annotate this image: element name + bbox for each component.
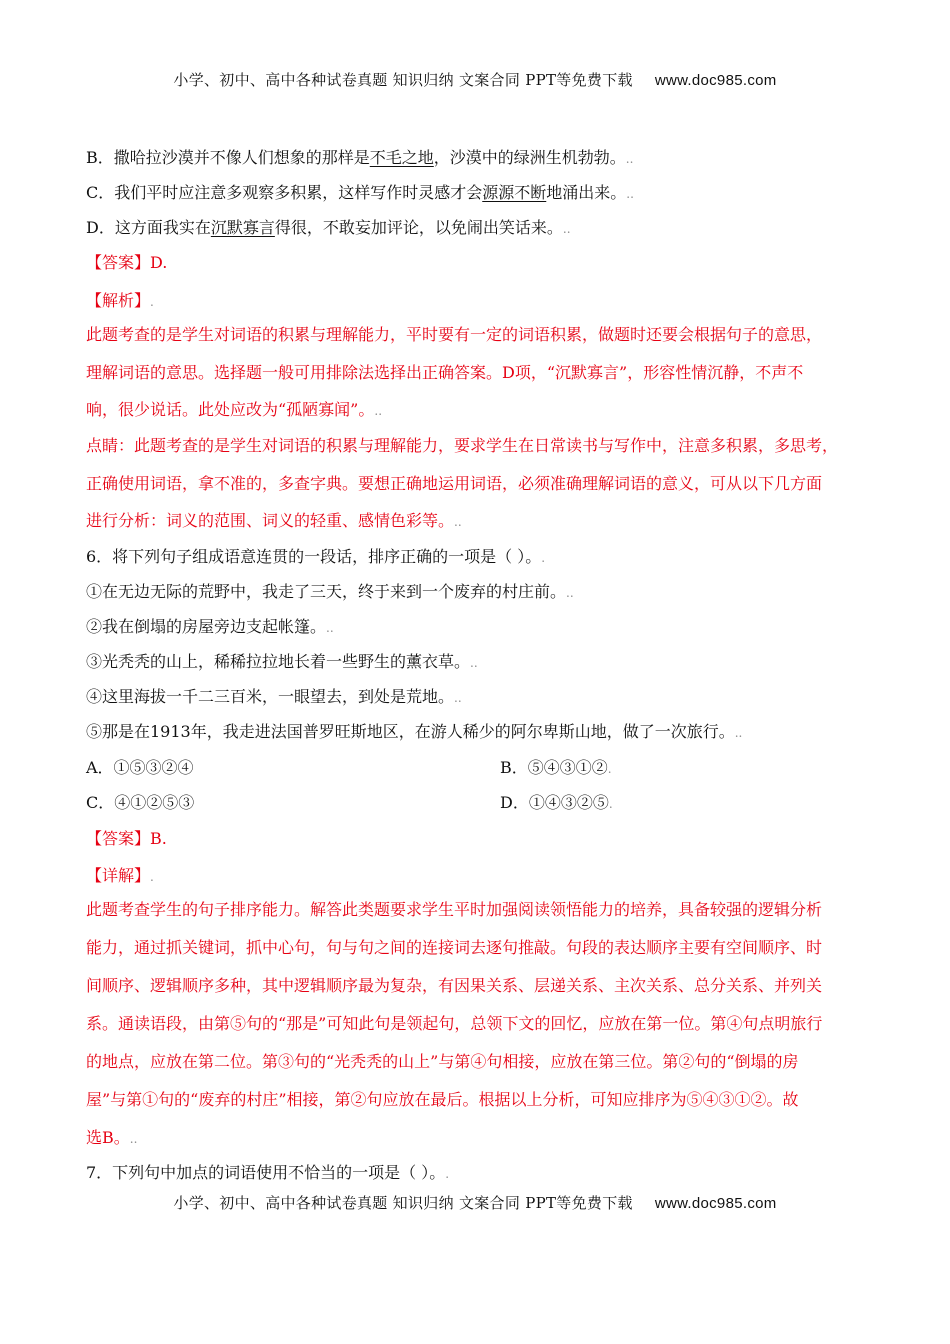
header-url[interactable]: www.doc985.com <box>654 72 777 89</box>
q6-answer: 【答案】B. <box>86 829 167 848</box>
q6-detail-line-7: 选B。.. <box>86 1128 138 1147</box>
q5-option-b: B．撒哈拉沙漠并不像人们想象的那样是不毛之地，沙漠中的绿洲生机勃勃。.. <box>86 148 634 167</box>
header-text: 小学、初中、高中各种试卷真题 知识归纳 文案合同 PPT等免费下载 <box>173 71 633 89</box>
q6-options-row-2 <box>86 793 876 813</box>
underlined-term: 不毛之地 <box>369 148 434 167</box>
underlined-term: 沉默寡言 <box>210 218 275 237</box>
footer-url[interactable]: www.doc985.com <box>654 1195 777 1212</box>
q6-option-c: C．④①②⑤③ <box>86 793 195 812</box>
q6-sentence-4: ④这里海拔一千二三百米，一眼望去，到处是荒地。.. <box>86 687 462 706</box>
q6-option-b: B．⑤④③①②. <box>500 758 612 777</box>
q5-tip-line-2: 正确使用词语，拿不准的，多查字典。要想正确地运用词语，必须准确理解词语的意义，可从以下几方面 <box>86 474 823 493</box>
q5-option-d: D．这方面我实在沉默寡言得很，不敢妄加评论，以免闹出笑话来。.. <box>86 218 571 237</box>
q6-option-a: A．①⑤③②④ <box>86 758 194 777</box>
q6-detail-line-3: 间顺序、逻辑顺序多种，其中逻辑顺序最为复杂，有因果关系、层递关系、主次关系、总分关系、并列关 <box>86 976 823 995</box>
q6-detail-line-1: 此题考查学生的句子排序能力。解答此类题要求学生平时加强阅读领悟能力的培养，具备较强的逻辑分析 <box>86 900 823 919</box>
q6-stem: 6．将下列句子组成语意连贯的一段话，排序正确的一项是（ ）。. <box>86 547 546 566</box>
q6-option-d: D．①④③②⑤. <box>500 793 613 812</box>
q5-analysis-line-3: 响，很少说话。此处应改为“孤陋寡闻”。.. <box>86 400 383 419</box>
footer-text: 小学、初中、高中各种试卷真题 知识归纳 文案合同 PPT等免费下载 <box>173 1194 633 1212</box>
q6-sentence-2: ②我在倒塌的房屋旁边支起帐篷。.. <box>86 617 334 636</box>
q5-tip-line-1: 点睛：此题考查的是学生对词语的积累与理解能力，要求学生在日常读书与写作中，注意多积累，多思考， <box>86 436 839 455</box>
q6-options-row-1 <box>86 758 876 778</box>
page-footer <box>0 1192 950 1213</box>
q5-tip-line-3: 进行分析：词义的范围、词义的轻重、感情色彩等。.. <box>86 511 462 530</box>
q5-analysis-line-2: 理解词语的意思。选择题一般可用排除法选择出正确答案。D项，“沉默寡言”，形容性情沉静，不声不 <box>86 363 804 382</box>
q6-sentence-5: ⑤那是在1913年，我走进法国普罗旺斯地区，在游人稀少的阿尔卑斯山地，做了一次旅行。.. <box>86 722 743 741</box>
q5-answer: 【答案】D. <box>86 253 168 272</box>
q6-detail-line-6: 屋”与第①句的“废弃的村庄”相接，第②句应放在最后。根据以上分析，可知应排序为⑤④③①②。故 <box>86 1090 799 1109</box>
q6-detail-label: 【详解】. <box>86 866 154 885</box>
page-header <box>0 69 950 90</box>
q7-stem: 7．下列句中加点的词语使用不恰当的一项是（ ）。. <box>86 1163 450 1182</box>
q5-analysis-line-1: 此题考查的是学生对词语的积累与理解能力，平时要有一定的词语积累，做题时还要会根据句子的意思， <box>86 325 823 344</box>
q6-detail-line-4: 系。通读语段，由第⑤句的“那是”可知此句是领起句，总领下文的回忆，应放在第一位。第④句点明旅行 <box>86 1014 823 1033</box>
q6-detail-line-2: 能力，通过抓关键词，抓中心句，句与句之间的连接词去逐句推敲。句段的表达顺序主要有空间顺序、时 <box>86 938 823 957</box>
q6-detail-line-5: 的地点，应放在第二位。第③句的“光秃秃的山上”与第④句相接，应放在第三位。第②句的“倒塌的房 <box>86 1052 799 1071</box>
q5-option-c: C．我们平时应注意多观察多积累，这样写作时灵感才会源源不断地涌出来。.. <box>86 183 634 202</box>
underlined-term: 源源不断 <box>482 183 547 202</box>
q6-sentence-1: ①在无边无际的荒野中，我走了三天，终于来到一个废弃的村庄前。.. <box>86 582 574 601</box>
q6-sentence-3: ③光秃秃的山上，稀稀拉拉地长着一些野生的薰衣草。.. <box>86 652 478 671</box>
q5-analysis-label: 【解析】. <box>86 291 154 310</box>
